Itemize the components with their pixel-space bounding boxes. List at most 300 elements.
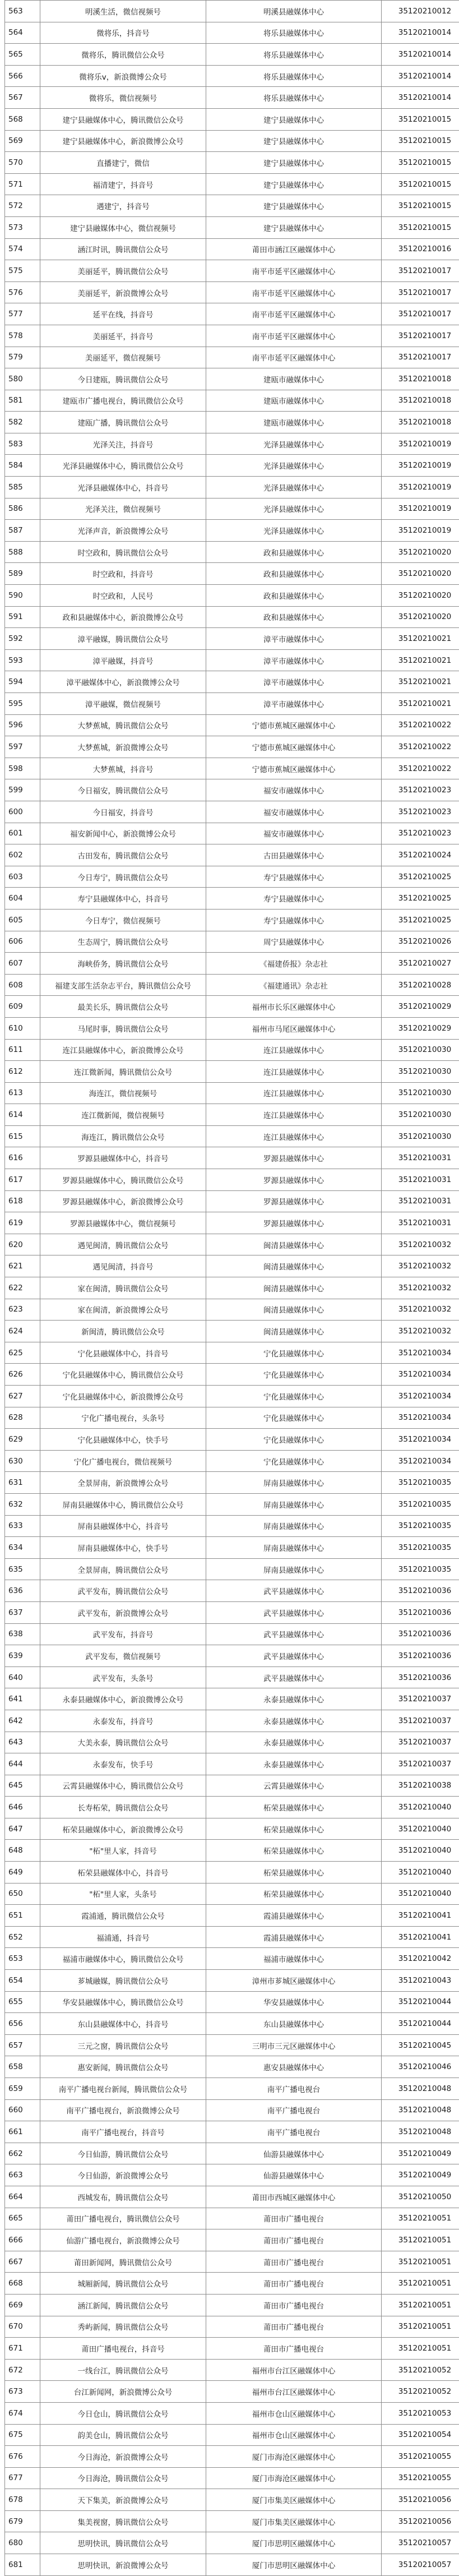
organization: 莆田市广播电视台	[206, 2338, 382, 2360]
account-name: 全景屏南，腾讯微信公众号	[40, 1558, 206, 1580]
table-row	[5, 2381, 459, 2403]
table-row	[5, 1515, 459, 1537]
organization: 南平市延平区融媒体中心	[206, 281, 382, 303]
organization: 莆田市涵江区融媒体中心	[206, 238, 382, 260]
organization: 福浦市融媒体中心	[206, 1948, 382, 1970]
table-row	[5, 87, 459, 109]
organization: 光泽县融媒体中心	[206, 498, 382, 520]
table-row	[5, 1926, 459, 1948]
row-number: 592	[5, 628, 40, 650]
table-row	[5, 931, 459, 953]
row-number: 609	[5, 996, 40, 1018]
table-row	[5, 1061, 459, 1083]
registration-code: 35120210056	[382, 2510, 459, 2532]
table-row	[5, 1818, 459, 1840]
registration-code: 35120210031	[382, 1190, 459, 1212]
table-row	[5, 1125, 459, 1147]
table-row	[5, 108, 459, 130]
row-number: 593	[5, 649, 40, 671]
table-row	[5, 1017, 459, 1039]
table-row	[5, 1039, 459, 1061]
organization: 漳平市融媒体中心	[206, 671, 382, 693]
organization: 连江县融媒体中心	[206, 1082, 382, 1104]
organization: 宁德市蕉城区融媒体中心	[206, 758, 382, 779]
account-name: 政和县融媒体中心，新浪微博公众号	[40, 606, 206, 628]
organization: 建瓯市融媒体中心	[206, 412, 382, 433]
organization: 宁化县融媒体中心	[206, 1342, 382, 1364]
organization: 政和县融媒体中心	[206, 563, 382, 585]
row-number: 614	[5, 1104, 40, 1126]
registration-code: 35120210015	[382, 195, 459, 217]
registration-code: 35120210024	[382, 844, 459, 866]
table-row	[5, 303, 459, 325]
table-row	[5, 2402, 459, 2424]
account-name: 集美视窗，腾讯微信公众号	[40, 2510, 206, 2532]
account-name: 三元之窗，腾讯微信公众号	[40, 2034, 206, 2056]
account-name: 连江微新闻，腾讯微信公众号	[40, 1061, 206, 1083]
registration-code: 35120210036	[382, 1580, 459, 1602]
registration-code: 35120210035	[382, 1537, 459, 1559]
table-row	[5, 866, 459, 888]
registration-code: 35120210031	[382, 1147, 459, 1169]
account-name: 福建支部生活杂志平台，腾讯微信公众号	[40, 974, 206, 996]
row-number: 613	[5, 1082, 40, 1104]
account-name: 台江新闻网，新浪微博公众号	[40, 2381, 206, 2403]
registration-code: 35120210037	[382, 1732, 459, 1753]
registration-code: 35120210030	[382, 1125, 459, 1147]
table-row	[5, 1169, 459, 1191]
organization: 《福建通讯》杂志社	[206, 974, 382, 996]
organization: 光泽县融媒体中心	[206, 477, 382, 498]
registration-code: 35120210031	[382, 1212, 459, 1234]
row-number: 659	[5, 2078, 40, 2100]
registration-code: 35120210019	[382, 455, 459, 477]
organization: 将乐县融媒体中心	[206, 22, 382, 44]
registration-code: 35120210030	[382, 1082, 459, 1104]
registration-code: 35120210017	[382, 347, 459, 368]
row-number: 582	[5, 412, 40, 433]
account-name: 今日建瓯，腾讯微信公众号	[40, 368, 206, 390]
row-number: 657	[5, 2034, 40, 2056]
table-row	[5, 1797, 459, 1818]
account-name: 华安县融媒体中心，腾讯微信公众号	[40, 1991, 206, 2013]
organization: 南平市延平区融媒体中心	[206, 303, 382, 325]
organization: 屏南县融媒体中心	[206, 1515, 382, 1537]
table-row	[5, 1862, 459, 1883]
table-row	[5, 714, 459, 736]
registration-code: 35120210051	[382, 2338, 459, 2360]
account-name: 微将乐，抖音号	[40, 22, 206, 44]
organization: 柘荣县融媒体中心	[206, 1818, 382, 1840]
row-number: 676	[5, 2446, 40, 2468]
row-number: 666	[5, 2229, 40, 2251]
account-name: 宁化县融媒体中心，新浪微博公众号	[40, 1386, 206, 1407]
row-number: 597	[5, 736, 40, 758]
row-number: 586	[5, 498, 40, 520]
row-number: 654	[5, 1970, 40, 1992]
registration-code: 35120210014	[382, 87, 459, 109]
registration-code: 35120210035	[382, 1472, 459, 1494]
table-row	[5, 2273, 459, 2295]
table-row	[5, 844, 459, 866]
registration-code: 35120210015	[382, 173, 459, 195]
registration-code: 35120210026	[382, 931, 459, 953]
table-row	[5, 2532, 459, 2554]
registration-code: 35120210031	[382, 1169, 459, 1191]
table-row	[5, 1991, 459, 2013]
table-row	[5, 390, 459, 412]
account-name: 今日福安，抖音号	[40, 801, 206, 823]
account-name: 微将乐，微信视频号	[40, 87, 206, 109]
organization: 永泰县融媒体中心	[206, 1710, 382, 1732]
row-number: 594	[5, 671, 40, 693]
registration-code: 35120210018	[382, 368, 459, 390]
account-name: 屏南县融媒体中心，快手号	[40, 1537, 206, 1559]
registration-code: 35120210021	[382, 671, 459, 693]
row-number: 566	[5, 65, 40, 87]
registration-code: 35120210014	[382, 44, 459, 66]
organization: 惠安县融媒体中心	[206, 2056, 382, 2078]
registration-code: 35120210037	[382, 1688, 459, 1710]
account-name: 今日寿宁，微信视频号	[40, 909, 206, 931]
table-row	[5, 2121, 459, 2143]
registration-code: 35120210032	[382, 1234, 459, 1255]
registration-code: 35120210034	[382, 1386, 459, 1407]
organization: 厦门市集美区融媒体中心	[206, 2489, 382, 2511]
table-row	[5, 477, 459, 498]
table-row	[5, 238, 459, 260]
account-name: 连江微新闻，微信视频号	[40, 1104, 206, 1126]
table-row	[5, 736, 459, 758]
row-number: 627	[5, 1386, 40, 1407]
row-number: 660	[5, 2099, 40, 2121]
account-name: 大美永泰，腾讯微信公众号	[40, 1732, 206, 1753]
organization: 建瓯市融媒体中心	[206, 368, 382, 390]
account-name: 罗源县融媒体中心，抖音号	[40, 1147, 206, 1169]
organization: 宁化县融媒体中心	[206, 1407, 382, 1429]
table-row	[5, 2078, 459, 2100]
row-number: 672	[5, 2359, 40, 2381]
organization: 云霄县融媒体中心	[206, 1775, 382, 1797]
registration-code: 35120210014	[382, 22, 459, 44]
registration-code: 35120210041	[382, 1926, 459, 1948]
table-row	[5, 1970, 459, 1992]
row-number: 602	[5, 844, 40, 866]
row-number: 669	[5, 2294, 40, 2316]
account-name: 武平发布，新浪微博公众号	[40, 1601, 206, 1623]
registration-code: 35120210057	[382, 2532, 459, 2554]
row-number: 637	[5, 1601, 40, 1623]
account-name: 柘荣县融媒体中心，抖音号	[40, 1862, 206, 1883]
organization: 宁化县融媒体中心	[206, 1364, 382, 1386]
registration-code: 35120210025	[382, 888, 459, 910]
row-number: 641	[5, 1688, 40, 1710]
organization: 福安市融媒体中心	[206, 779, 382, 801]
organization: 周宁县融媒体中心	[206, 931, 382, 953]
registration-code: 35120210022	[382, 714, 459, 736]
account-name: 屏南县融媒体中心，抖音号	[40, 1515, 206, 1537]
account-name: 寿宁县融媒体中心，抖音号	[40, 888, 206, 910]
table-row	[5, 1493, 459, 1515]
organization: 武平县融媒体中心	[206, 1666, 382, 1688]
organization: 宁化县融媒体中心	[206, 1450, 382, 1472]
registration-code: 35120210015	[382, 130, 459, 152]
table-row	[5, 2510, 459, 2532]
account-name: 南平广播电视台，抖音号	[40, 2121, 206, 2143]
row-number: 600	[5, 801, 40, 823]
organization: 霞浦县融媒体中心	[206, 1905, 382, 1927]
row-number: 630	[5, 1450, 40, 1472]
row-number: 612	[5, 1061, 40, 1083]
registration-code: 35120210054	[382, 2424, 459, 2446]
table-row	[5, 1386, 459, 1407]
account-name: 宁化县融媒体中心，快手号	[40, 1429, 206, 1451]
organization: 福州市马尾区融媒体中心	[206, 1017, 382, 1039]
account-name: 思明快讯，腾讯微信公众号	[40, 2532, 206, 2554]
table-row	[5, 195, 459, 217]
registration-code: 35120210020	[382, 585, 459, 607]
organization: 罗源县融媒体中心	[206, 1190, 382, 1212]
account-name: 新闽清，腾讯微信公众号	[40, 1321, 206, 1342]
account-name: 大梦蕉城，抖音号	[40, 758, 206, 779]
row-number: 634	[5, 1537, 40, 1559]
account-name: 莆田广播电视台，抖音号	[40, 2338, 206, 2360]
organization: 闽清县融媒体中心	[206, 1321, 382, 1342]
organization: 连江县融媒体中心	[206, 1125, 382, 1147]
row-number: 567	[5, 87, 40, 109]
table-row	[5, 1580, 459, 1602]
organization: 莆田市广播电视台	[206, 2273, 382, 2295]
organization: 武平县融媒体中心	[206, 1601, 382, 1623]
organization: 连江县融媒体中心	[206, 1039, 382, 1061]
account-name: 宁化广播电视台，微信视频号	[40, 1450, 206, 1472]
row-number: 658	[5, 2056, 40, 2078]
account-name: 东山县融媒体中心，抖音号	[40, 2013, 206, 2035]
organization: 福州市台江区融媒体中心	[206, 2359, 382, 2381]
row-number: 651	[5, 1905, 40, 1927]
organization: 罗源县融媒体中心	[206, 1147, 382, 1169]
row-number: 589	[5, 563, 40, 585]
row-number: 673	[5, 2381, 40, 2403]
organization: 南平广播电视台	[206, 2099, 382, 2121]
row-number: 615	[5, 1125, 40, 1147]
registration-code: 35120210038	[382, 1775, 459, 1797]
account-name: 今日仙游，新浪微博公众号	[40, 2164, 206, 2186]
registry-table	[4, 0, 459, 2576]
row-number: 650	[5, 1883, 40, 1905]
account-name: 南平广播电视台新闻，腾讯微信公众号	[40, 2078, 206, 2100]
account-name: 海连江，腾讯微信公众号	[40, 1125, 206, 1147]
organization: 政和县融媒体中心	[206, 541, 382, 563]
registration-code: 35120210035	[382, 1558, 459, 1580]
registration-code: 35120210025	[382, 866, 459, 888]
organization: 闽清县融媒体中心	[206, 1255, 382, 1277]
table-row	[5, 281, 459, 303]
row-number: 632	[5, 1493, 40, 1515]
organization: 光泽县融媒体中心	[206, 433, 382, 455]
organization: 莆田市广播电视台	[206, 2251, 382, 2273]
account-name: 涵江时讯，腾讯微信公众号	[40, 238, 206, 260]
table-row	[5, 2251, 459, 2273]
table-row	[5, 1190, 459, 1212]
table-row	[5, 1601, 459, 1623]
table-row	[5, 996, 459, 1018]
row-number: 622	[5, 1277, 40, 1299]
registration-code: 35120210020	[382, 541, 459, 563]
account-name: 今日海沧，新浪微博公众号	[40, 2446, 206, 2468]
organization: 屏南县融媒体中心	[206, 1558, 382, 1580]
account-name: 涵江新闻，腾讯微信公众号	[40, 2294, 206, 2316]
organization: 漳平市融媒体中心	[206, 628, 382, 650]
table-row	[5, 1234, 459, 1255]
table-row	[5, 1364, 459, 1386]
registration-code: 35120210040	[382, 1840, 459, 1862]
organization: 《福建侨报》杂志社	[206, 953, 382, 975]
organization: 屏南县融媒体中心	[206, 1537, 382, 1559]
organization: 莆田市广播电视台	[206, 2316, 382, 2338]
account-name: 遇见闽清，腾讯微信公众号	[40, 1234, 206, 1255]
row-number: 670	[5, 2316, 40, 2338]
account-name: 大梦蕉城，新浪微博公众号	[40, 736, 206, 758]
account-name: 光泽县融媒体中心，抖音号	[40, 477, 206, 498]
table-row	[5, 2467, 459, 2489]
account-name: 长寿柘荣，腾讯微信公众号	[40, 1797, 206, 1818]
account-name: 宁化县融媒体中心，腾讯微信公众号	[40, 1364, 206, 1386]
organization: 漳平市融媒体中心	[206, 693, 382, 715]
row-number: 583	[5, 433, 40, 455]
table-row	[5, 498, 459, 520]
table-row	[5, 520, 459, 542]
account-name: 天下集美，新浪微博公众号	[40, 2489, 206, 2511]
organization: 柘荣县融媒体中心	[206, 1840, 382, 1862]
account-name: 罗源县融媒体中心，腾讯微信公众号	[40, 1169, 206, 1191]
table-row	[5, 2338, 459, 2360]
table-row	[5, 1104, 459, 1126]
account-name: 仙游广播电视台，新浪微博公众号	[40, 2229, 206, 2251]
table-row	[5, 1537, 459, 1559]
row-number: 595	[5, 693, 40, 715]
row-number: 579	[5, 347, 40, 368]
table-row	[5, 1472, 459, 1494]
organization: 光泽县融媒体中心	[206, 520, 382, 542]
registration-code: 35120210055	[382, 2446, 459, 2468]
account-name: 海峡侨务，腾讯微信公众号	[40, 953, 206, 975]
table-row	[5, 1688, 459, 1710]
table-row	[5, 1948, 459, 1970]
registration-code: 35120210036	[382, 1601, 459, 1623]
registration-code: 35120210036	[382, 1645, 459, 1667]
table-row	[5, 1255, 459, 1277]
row-number: 679	[5, 2510, 40, 2532]
row-number: 571	[5, 173, 40, 195]
account-name: 建瓯广播，腾讯微信公众号	[40, 412, 206, 433]
registration-code: 35120210044	[382, 2013, 459, 2035]
row-number: 576	[5, 281, 40, 303]
account-name: 福浦通，抖音号	[40, 1926, 206, 1948]
registration-code: 35120210046	[382, 2056, 459, 2078]
table-row	[5, 2056, 459, 2078]
registration-code: 35120210032	[382, 1321, 459, 1342]
account-name: 光泽关注，微信视频号	[40, 498, 206, 520]
organization: 厦门市海沧区融媒体中心	[206, 2467, 382, 2489]
table-row	[5, 2554, 459, 2576]
account-name: 建瓯市广播电视台，腾讯微信公众号	[40, 390, 206, 412]
row-number: 608	[5, 974, 40, 996]
row-number: 570	[5, 152, 40, 174]
table-row	[5, 541, 459, 563]
account-name: 家在闽清，腾讯微信公众号	[40, 1277, 206, 1299]
account-name: 宁化广播电视台，头条号	[40, 1407, 206, 1429]
registration-code: 35120210020	[382, 563, 459, 585]
row-number: 674	[5, 2402, 40, 2424]
row-number: 656	[5, 2013, 40, 2035]
account-name: 遇见闽清，抖音号	[40, 1255, 206, 1277]
row-number: 646	[5, 1797, 40, 1818]
registration-code: 35120210015	[382, 108, 459, 130]
table-row	[5, 2294, 459, 2316]
table-row	[5, 1732, 459, 1753]
row-number: 573	[5, 216, 40, 238]
registration-code: 35120210032	[382, 1277, 459, 1299]
account-name: 武平发布，腾讯微信公众号	[40, 1580, 206, 1602]
organization: 永泰县融媒体中心	[206, 1753, 382, 1775]
organization: 宁化县融媒体中心	[206, 1386, 382, 1407]
table-row	[5, 1840, 459, 1862]
registration-code: 35120210036	[382, 1623, 459, 1645]
table-row	[5, 2316, 459, 2338]
row-number: 675	[5, 2424, 40, 2446]
organization: 建宁县融媒体中心	[206, 108, 382, 130]
registration-code: 35120210036	[382, 1666, 459, 1688]
organization: 罗源县融媒体中心	[206, 1169, 382, 1191]
table-row	[5, 325, 459, 347]
row-number: 677	[5, 2467, 40, 2489]
account-name: 今日福安，腾讯微信公众号	[40, 779, 206, 801]
organization: 永泰县融媒体中心	[206, 1688, 382, 1710]
registration-code: 35120210043	[382, 1970, 459, 1992]
organization: 明溪县融媒体中心	[206, 1, 382, 22]
organization: 闽清县融媒体中心	[206, 1234, 382, 1255]
table-row	[5, 152, 459, 174]
table-row	[5, 1407, 459, 1429]
row-number: 671	[5, 2338, 40, 2360]
registration-code: 35120210019	[382, 520, 459, 542]
registration-code: 35120210049	[382, 2143, 459, 2164]
table-row	[5, 1147, 459, 1169]
registration-code: 35120210045	[382, 2034, 459, 2056]
table-row	[5, 628, 459, 650]
table-row	[5, 173, 459, 195]
account-name: 美丽延平，抖音号	[40, 325, 206, 347]
row-number: 643	[5, 1732, 40, 1753]
registration-code: 35120210028	[382, 974, 459, 996]
organization: 武平县融媒体中心	[206, 1623, 382, 1645]
registration-code: 35120210022	[382, 758, 459, 779]
organization: 武平县融媒体中心	[206, 1645, 382, 1667]
account-name: 西城发布，腾讯微信公众号	[40, 2186, 206, 2208]
registration-code: 35120210052	[382, 2381, 459, 2403]
registration-code: 35120210044	[382, 1991, 459, 2013]
organization: 福州市台江区融媒体中心	[206, 2381, 382, 2403]
account-name: 今日仙游，腾讯微信公众号	[40, 2143, 206, 2164]
registration-code: 35120210023	[382, 779, 459, 801]
account-name: 福浦市融媒体中心，腾讯微信公众号	[40, 1948, 206, 1970]
table-row	[5, 260, 459, 282]
organization: 厦门市思明区融媒体中心	[206, 2532, 382, 2554]
row-number: 587	[5, 520, 40, 542]
account-name: 直播建宁，微信	[40, 152, 206, 174]
registration-code: 35120210030	[382, 1039, 459, 1061]
